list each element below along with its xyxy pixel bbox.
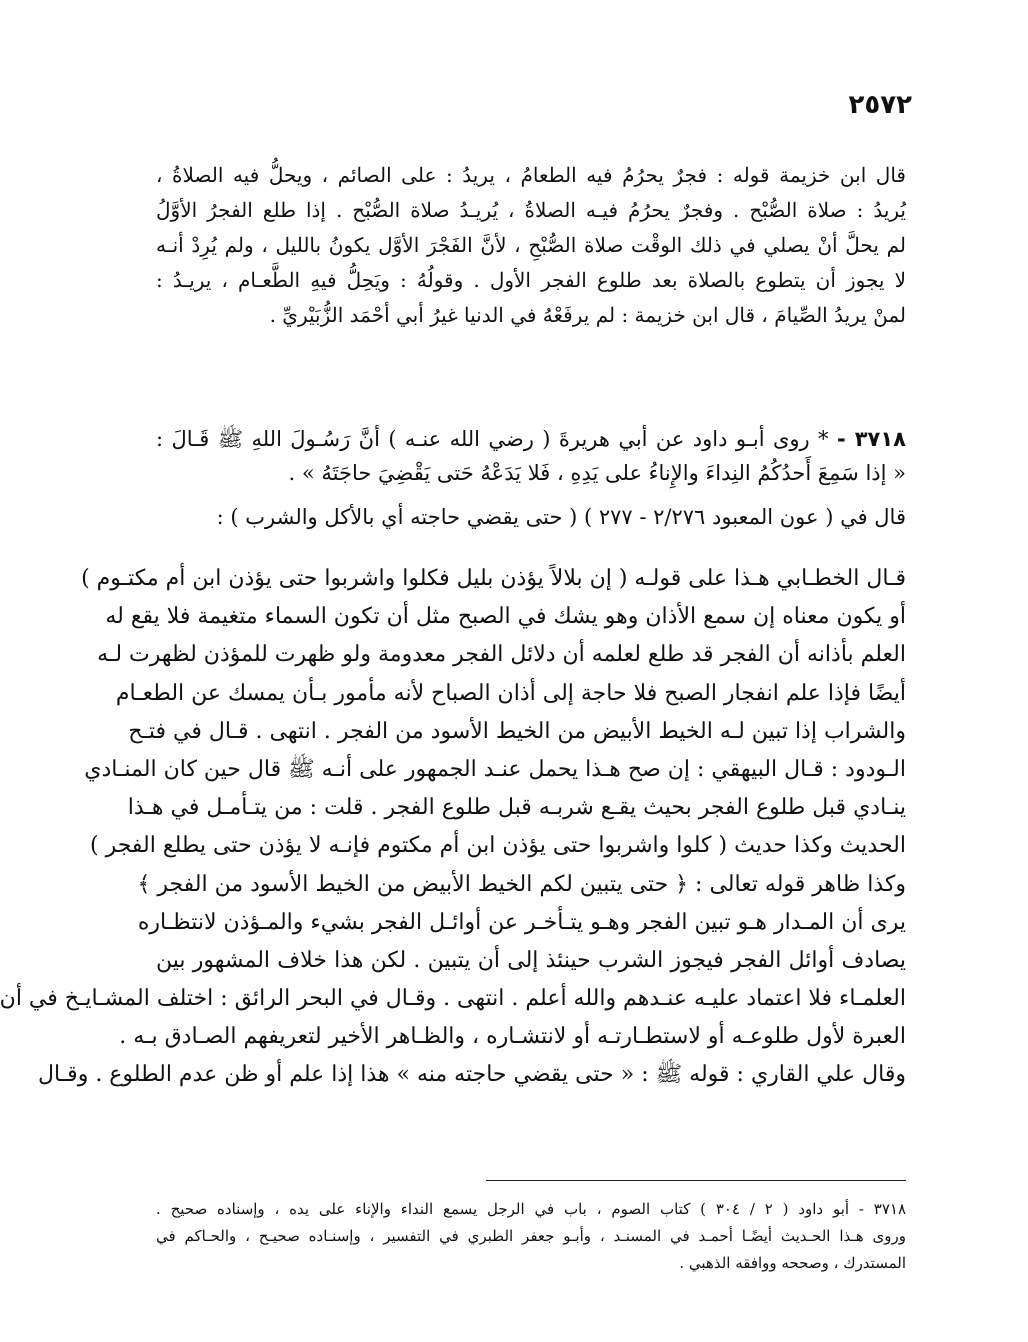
source-line: قال في ( عون المعبود ٢/٢٧٦ - ٢٧٧ ) ( حتى يقضي حاجته أي بالأكل والشرب ) : bbox=[216, 505, 906, 529]
commentary-line: العلمـاء فلا اعتماد عليـه عنـدهم والله أعلم . انتهى . وقـال في البحر الرائق : اختلف المشـايـخ في أن bbox=[0, 986, 906, 1012]
text-line: لم يحلَّ أنْ يصلي في ذلك الوقْت صلاة الصُّبْحِ ، لأنَّ الفَجْرَ الأوَّل يكونُ بالليل ، ولم يُرِدْ أنـه bbox=[156, 233, 906, 257]
hadith-line bbox=[156, 422, 906, 456]
commentary-line: والشراب إذا تبين لـه الخيط الأبيض من الخيط الأسود من الفجر . انتهى . قـال في فتـح bbox=[128, 718, 906, 744]
footnote-line: المستدرك ، وصححه ووافقه الذهبي . bbox=[679, 1254, 906, 1272]
opening-paragraph bbox=[156, 158, 906, 333]
text-line: يُريدُ : صلاة الصُّبْح . وفجرٌ يحرُمُ فيـه الصلاةُ ، يُريـدُ صلاة الصُّبْح . إذا طلع الفجرُ الأوَّلُ bbox=[156, 198, 906, 222]
footnote-line: ٣٧١٨ - أبو داود ( ٢ / ٣٠٤ ) كتاب الصوم ، باب في الرجل يسمع النداء والإناء على يده ، وإسناده صحيح . bbox=[156, 1200, 907, 1218]
hadith-block bbox=[156, 422, 906, 490]
commentary-line: ينـادي قبل طلوع الفجر بحيث يقـع شربـه قبل طلوع الفجر . قلت : من يتـأمـل في هـذا bbox=[127, 795, 906, 821]
commentary-line: أو يكون معناه إن سمع الأذان وهو يشك في الصبح مثل أن تكون السماء متغيمة فلا يقع له bbox=[105, 604, 906, 630]
text-line: لا يجوز أن يتطوع بالصلاة بعد طلوع الفجر الأول . وقولُهُ : ويَحِلُّ فيهِ الطَّعـام ، يريـدُ : bbox=[156, 268, 906, 292]
commentary-line: قـال الخطـابي هـذا على قولـه ( إن بلالاً يؤذن بليل فكلوا واشربوا حتى يؤذن ابن أم مكتـوم ) bbox=[81, 566, 906, 591]
commentary-line: العبرة لأول طلوعـه أو لاستطـارتـه أو لانتشـاره ، والظـاهر الأخير لتعريفهم الصـادق بـه . bbox=[119, 1024, 906, 1050]
commentary-source bbox=[156, 500, 906, 534]
commentary-line: وقال علي القاري : قوله ﷺ : « حتى يقضي حاجته منه » هذا إذا علم أو ظن عدم الطلوع . وقـال bbox=[38, 1062, 906, 1088]
commentary-line: يرى أن المـدار هـو تبين الفجر وهـو يتـأخـر عن أوائـل الفجر بشيء والمـؤذن لانتظـاره bbox=[137, 909, 906, 935]
commentary-paragraph bbox=[0, 560, 906, 1095]
footnote-divider bbox=[486, 1180, 906, 1181]
text-line: قال ابن خزيمة قوله : فجرٌ يحرُمُ فيه الطعامُ ، يريدُ : على الصائم ، ويحلُّ فيه الصلاةُ ، bbox=[156, 163, 906, 187]
footnotes bbox=[156, 1196, 906, 1277]
footnote-line: وروى هـذا الحـديث أيضًـا أحمـد في المسنـد ، وأبـو جعفر الطبري في التفسير ، وإسنـاده صحيـح ، والحـاكم في bbox=[156, 1227, 906, 1245]
hadith-number: ٣٧١٨ - bbox=[836, 427, 906, 451]
commentary-line: الحديث وكذا حديث ( كلوا واشربوا حتى يؤذن ابن أم مكتوم فإنـه لا يؤذن حتى يطلع الفجر ) bbox=[90, 833, 906, 859]
hadith-intro: * روى أبـو داود عن أبي هريرةَ ( رضي الله عنـه ) أنَّ رَسُـولَ اللهِ ﷺ قَـالَ : bbox=[156, 427, 829, 451]
commentary-line: العلم بأذانه أن الفجر قد طلع لعلمه أن دلائل الفجر معدومة ولو ظهرت للمؤذن لظهرت لـه bbox=[97, 642, 906, 668]
text-line: لمنْ يريدُ الصِّيامَ ، قال ابن خزيمة : لم يرفَعْهُ في الدنيا غيرُ أبي أحْمَد الزُّبَيْريِّ . bbox=[269, 303, 906, 327]
commentary-line: يصادف أوائل الفجر فيجوز الشرب حينئذ إلى أن يتبين . لكن هذا خلاف المشهور بين bbox=[156, 947, 906, 973]
hadith-text: « إذا سَمِعَ أَحدُكُمُ النِداءَ والإِناءُ على يَدِهِ ، فَلا يَدَعْهُ حَتى يَقْضِيَ حاجَتَهُ » . bbox=[288, 461, 906, 485]
commentary-line: الـودود : قـال البيهقي : إن صح هـذا يحمل عنـد الجمهور على أنـه ﷺ قال حين كان المنـادي bbox=[84, 756, 906, 782]
commentary-line: أيضًا فإذا علم انفجار الصبح فلا حاجة إلى أذان الصباح لأنه مأمور بـأن يمسك عن الطعـام bbox=[115, 680, 906, 706]
commentary-line: وكذا ظاهر قوله تعالى : ﴿ حتى يتبين لكم الخيط الأبيض من الخيط الأسود من الفجر ﴾ bbox=[137, 871, 906, 897]
page-number: ٢٥٧٢ bbox=[848, 90, 912, 120]
